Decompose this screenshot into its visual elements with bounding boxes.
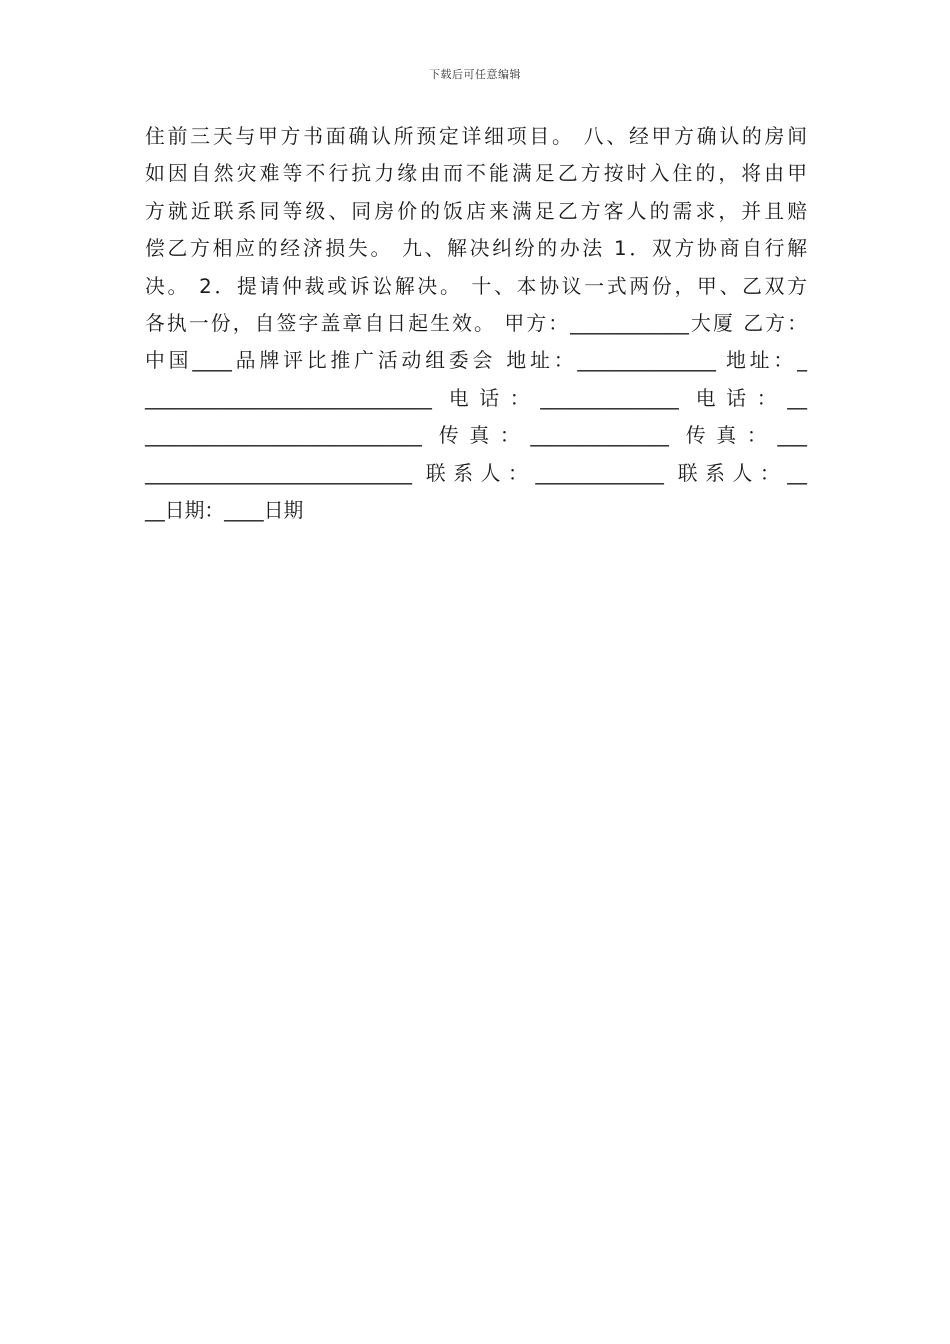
text-line: 偿乙方相应的经济损失。 九、解决纠纷的办法 1．双方协商自行解 xyxy=(145,237,807,261)
text-line: 各执一份，自签字盖章自日起生效。 甲方：____________大厦 乙方： xyxy=(145,311,807,335)
page-header: 下载后可任意编辑 xyxy=(429,68,521,81)
text-line: _____________________________ 电话：______________ 电话：__ xyxy=(145,386,807,410)
text-line: 中国____品牌评比推广活动组委会 地址：______________ 地址：_ xyxy=(145,349,807,373)
document-body xyxy=(145,118,807,529)
text-line: 住前三天与甲方书面确认所预定详细项目。 八、经甲方确认的房间 xyxy=(145,125,807,148)
text-line: 决。 2．提请仲裁或诉讼解决。 十、本协议一式两份，甲、乙双方 xyxy=(145,274,807,298)
text-line-last: __日期：____日期 xyxy=(145,498,304,522)
text-line: 如因自然灾难等不行抗力缘由而不能满足乙方按时入住的，将由甲 xyxy=(145,162,807,186)
text-line: 方就近联系同等级、同房价的饭店来满足乙方客人的需求，并且赔 xyxy=(145,199,807,223)
text-line: ___________________________ 联系人：_____________ 联系人：__ xyxy=(145,461,807,485)
text-line: ____________________________ 传真：______________ 传真：___ xyxy=(145,424,807,448)
